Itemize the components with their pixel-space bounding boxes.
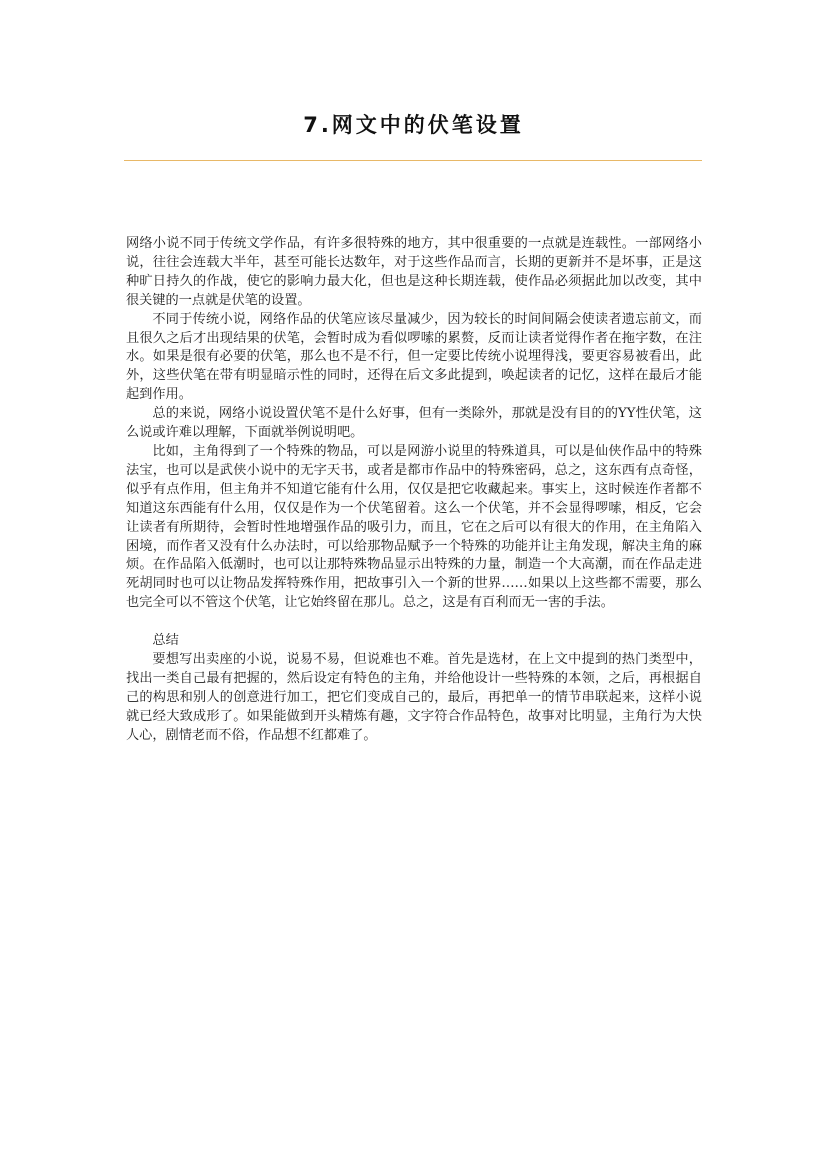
paragraph-example: 比如，主角得到了一个特殊的物品，可以是网游小说里的特殊道具，可以是仙侠作品中的特殊法宝，也可以是武侠小说中的无字天书，或者是都市作品中的特殊密码，总之，这东西有点奇怪，似乎有点作用，但主角并不知道它能有什么用，仅仅是把它收藏起来。事实上，这时候连作者都不知道这东西能有什么用，仅仅是作为一个伏笔留着。这么一个伏笔，并不会显得啰嗦，相反，它会让读者有所期待，会暂时性地增强作品的吸引力，而且，它在之后可以有很大的作用，在主角陷入困境，而作者又没有什么办法时，可以给那物品赋予一个特殊的功能并让主角发现，解决主角的麻烦。在作品陷入低潮时，也可以让那特殊物品显示出特殊的力量，制造一个大高潮，而在作品走进死胡同时也可以让物品发挥特殊作用，把故事引入一个新的世界……如果以上这些都不需要，那么也完全可以不管这个伏笔，让它始终留在那儿。总之，这是有百利而无一害的手法。	[126, 443, 702, 611]
paragraph-yy-foreshadowing: 总的来说，网络小说设置伏笔不是什么好事，但有一类除外，那就是没有目的的YY性伏笔，这么说或许难以理解，下面就举例说明吧。	[126, 406, 702, 441]
paragraph-intro: 网络小说不同于传统文学作品，有许多很特殊的地方，其中很重要的一点就是连载性。一部网络小说，往往会连载大半年，甚至可能长达数年，对于这些作品而言，长期的更新并不是坏事，正是这种旷日持久的作战，使它的影响力最大化，但也是这种长期连载，使作品必须据此加以改变，其中很关键的一点就是伏笔的设置。	[126, 236, 702, 308]
article-body	[126, 235, 702, 745]
page-title: 7.网文中的伏笔设置	[303, 113, 524, 137]
section-gap	[126, 613, 702, 632]
summary-paragraph: 要想写出卖座的小说，说易不易，但说难也不难。首先是选材，在上文中提到的热门类型中，找出一类自己最有把握的，然后设定有特色的主角，并给他设计一些特殊的本领，之后，再根据自己的构思和别人的创意进行加工，把它们变成自己的，最后，再把单一的情节串联起来，这样小说就已经大致成形了。如果能做到开头精炼有趣，文字符合作品特色，故事对比明显，主角行为大快人心，剧情老而不俗，作品想不红都难了。	[126, 651, 702, 743]
title-divider	[124, 160, 702, 161]
paragraph-foreshadowing-reduction: 不同于传统小说，网络作品的伏笔应该尽量减少，因为较长的时间间隔会使读者遗忘前文，而且很久之后才出现结果的伏笔，会暂时成为看似啰嗦的累赘，反而让读者觉得作者在拖字数，在注水。如果是很有必要的伏笔，那么也不是不行，但一定要比传统小说埋得浅，要更容易被看出，此外，这些伏笔在带有明显暗示性的同时，还得在后文多此提到，唤起读者的记忆，这样在最后才能起到作用。	[126, 311, 702, 403]
summary-heading: 总结	[152, 633, 179, 649]
